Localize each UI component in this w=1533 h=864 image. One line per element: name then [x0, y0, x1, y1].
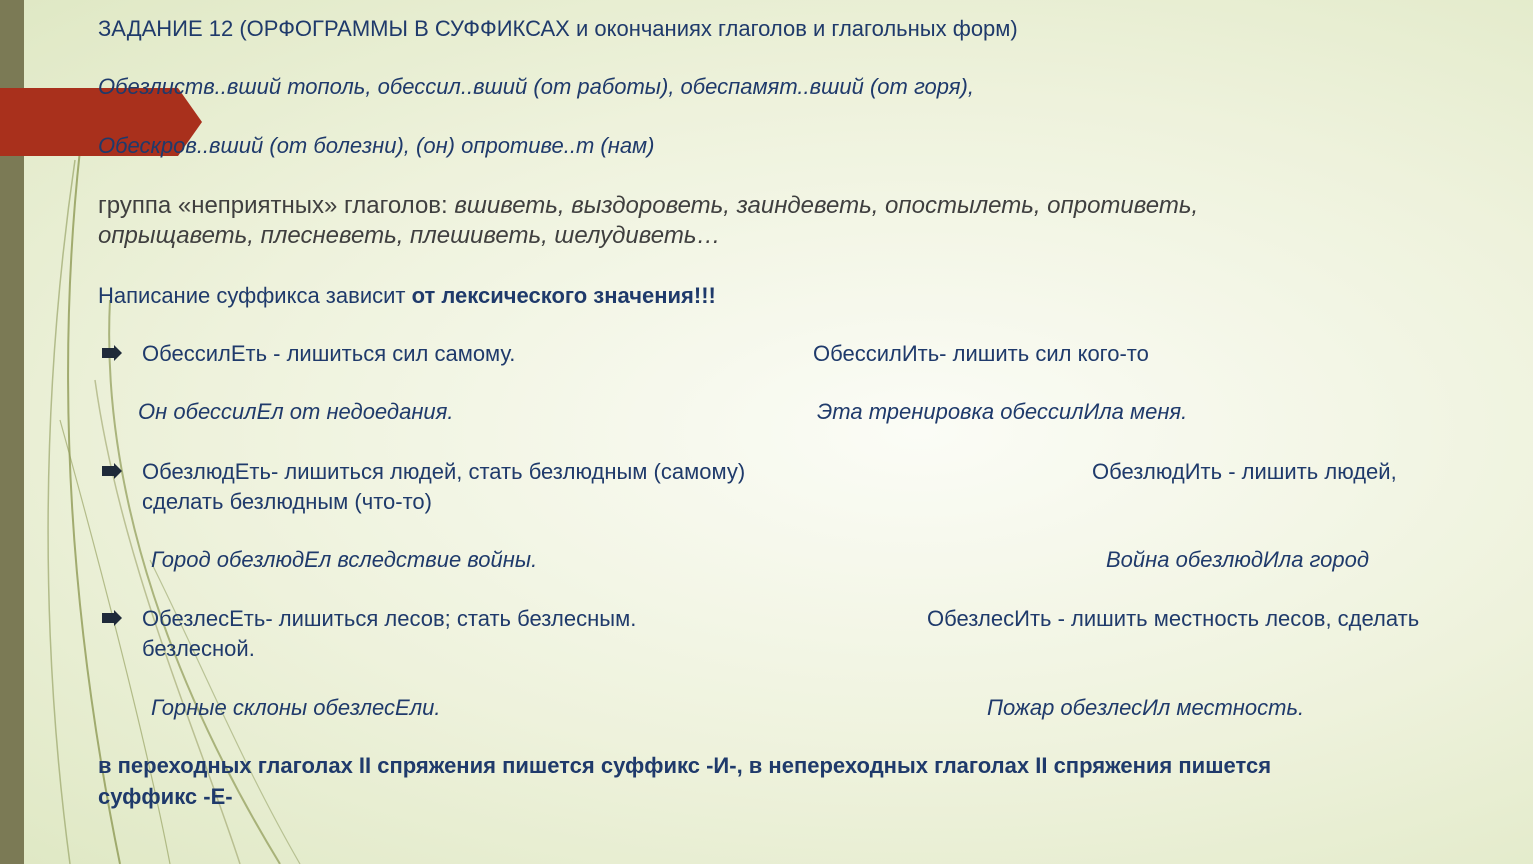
- item-3-example-right: Пожар обезлесИл местность.: [987, 695, 1305, 720]
- rule-intro-bold: от лексического значения!!!: [411, 283, 716, 308]
- item-1-right: ОбессилИть- лишить сил кого-то: [813, 341, 1149, 366]
- group-words-2: опрыщаветь, плесневеть, плешиветь, шелудиветь…: [98, 222, 721, 249]
- item-3-example-left: Горные склоны обезлесЕли.: [151, 695, 441, 720]
- conclusion-line-2: суффикс -Е-: [98, 784, 233, 809]
- slide-title: ЗАДАНИЕ 12 (ОРФОГРАММЫ В СУФФИКСАХ и окончаниях глаголов и глагольных форм): [98, 16, 1018, 41]
- rule-intro-text: Написание суффикса зависит: [98, 283, 412, 308]
- item-1-example-left: Он обессилЕл от недоедания.: [138, 399, 454, 424]
- item-2-continuation: сделать безлюдным (что-то): [142, 489, 432, 514]
- item-3-right: ОбезлесИть - лишить местность лесов, сделать: [927, 606, 1420, 631]
- group-words-1: вшиветь, выздороветь, заиндеветь, опостылеть, опротиветь,: [454, 192, 1199, 219]
- group-line-1: [98, 192, 1198, 220]
- item-1-left: ОбессилЕть - лишиться сил самому.: [142, 341, 516, 366]
- item-2-example-left: Город обезлюдЕл вследствие войны.: [151, 547, 538, 572]
- item-2-right: ОбезлюдИть - лишить людей,: [1092, 459, 1397, 484]
- conclusion-line-1: в переходных глаголах II спряжения пишется суффикс -И-, в непереходных глаголах II спряжения пишется: [98, 753, 1272, 778]
- arrow-bullet-icon: [102, 345, 124, 361]
- item-2-example-right: Война обезлюдИла город: [1106, 547, 1370, 572]
- item-3-left: ОбезлесЕть- лишиться лесов; стать безлесным.: [142, 606, 637, 631]
- item-3-continuation: безлесной.: [142, 636, 255, 661]
- arrow-bullet-icon: [102, 463, 124, 479]
- rule-intro: [98, 283, 716, 309]
- item-2-left: ОбезлюдЕть- лишиться людей, стать безлюдным (самому): [142, 459, 746, 484]
- group-label: группа «неприятных» глаголов:: [98, 192, 455, 219]
- examples-line-2: Обескров..вший (от болезни), (он) опротиве..т (нам): [98, 133, 655, 158]
- arrow-bullet-icon: [102, 610, 124, 626]
- item-1-example-right: Эта тренировка обессилИла меня.: [817, 399, 1188, 424]
- examples-line-1: Обезлиств..вший тополь, обессил..вший (от работы), обеспамят..вший (от горя),: [98, 74, 974, 99]
